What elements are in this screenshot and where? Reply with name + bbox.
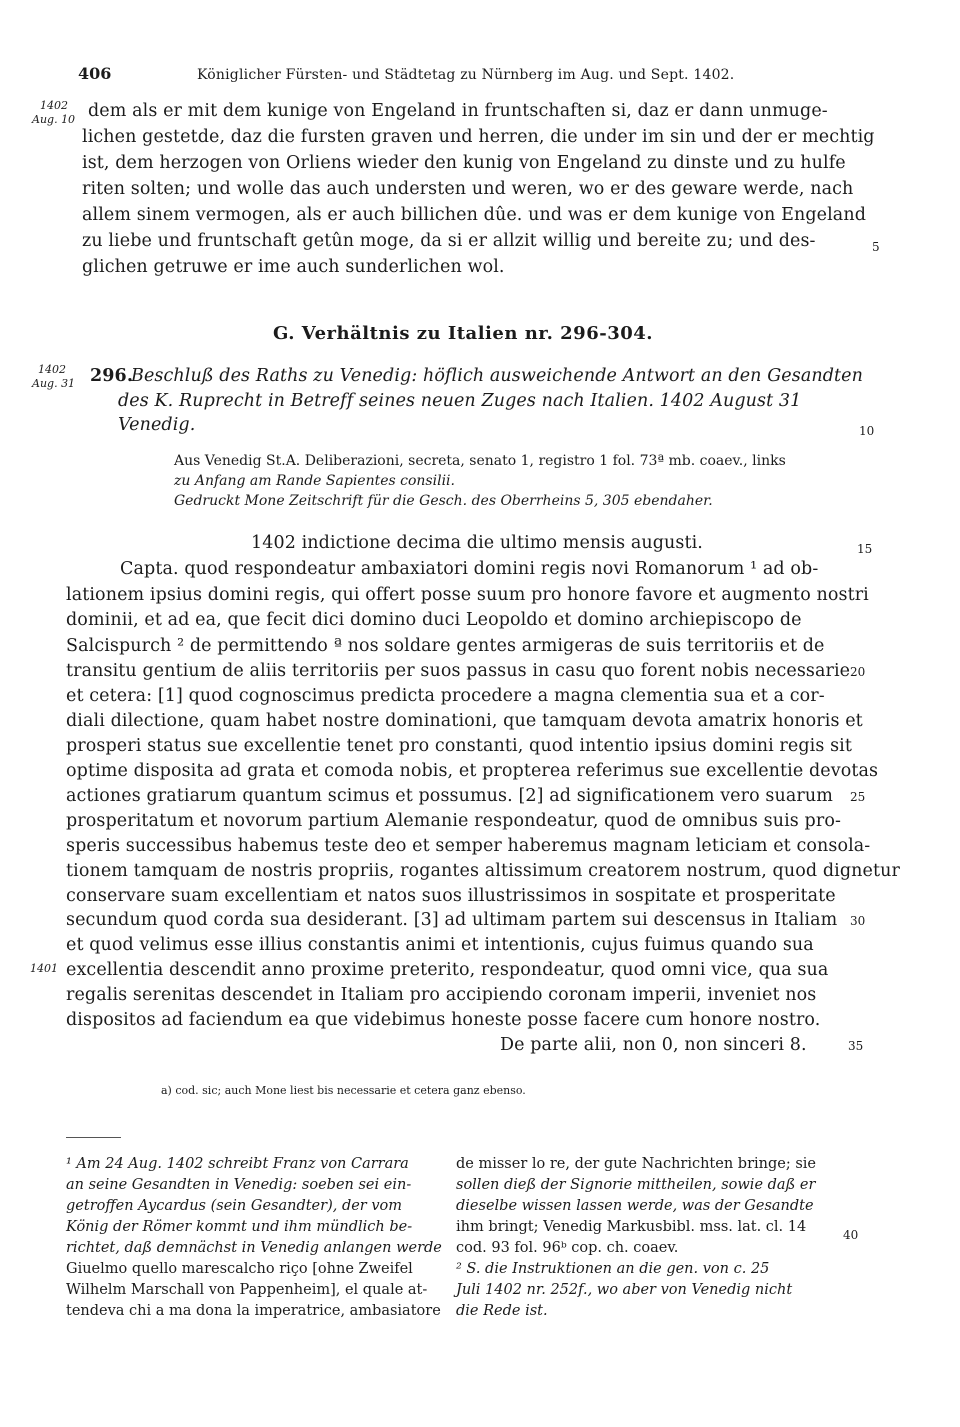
intro-line: glichen getruwe er ime auch sunderlichen wol. bbox=[82, 257, 505, 277]
line-number: 30 bbox=[850, 914, 866, 928]
document-title-line: Venedig. bbox=[118, 415, 196, 435]
body-line: De parte alii, non 0, non sinceri 8. bbox=[500, 1035, 807, 1055]
document-title-line: des K. Ruprecht in Betreff seines neuen Zuges nach Italien. 1402 August 31 bbox=[118, 391, 802, 411]
footnote-line: ¹ Am 24 Aug. 1402 schreibt Franz von Carrara bbox=[66, 1156, 409, 1172]
intro-line: lichen gestetde, daz die fursten graven und herren, die under im sin und der er mechtig bbox=[82, 127, 875, 147]
section-title: G. Verhältnis zu Italien nr. 296-304. bbox=[273, 323, 654, 344]
body-line: regalis serenitas descendet in Italiam pro accipiendo coronam imperii, inveniet nos bbox=[66, 985, 817, 1005]
variant-note: a) cod. sic; auch Mone liest bis necessarie et cetera ganz ebenso. bbox=[161, 1084, 526, 1097]
body-line: speris successibus habemus teste deo et semper haberemus magnam leticiam et consola- bbox=[66, 836, 871, 856]
footnote-separator bbox=[66, 1137, 121, 1138]
body-line: conservare suam excellentiam et natos suos illustrissimos in sospitate et prosperitate bbox=[66, 886, 836, 906]
page-number: 406 bbox=[78, 64, 112, 83]
body-line: dominii, et ad ea, que fecit dici domino duci Leopoldo et domino archiepiscopo de bbox=[66, 610, 802, 630]
body-line: actiones gratiarum quantum scimus et possumus. [2] ad significationem vero suarum bbox=[66, 786, 833, 806]
footnote-line: ihm bringt; Venedig Markusbibl. mss. lat. cl. 14 bbox=[456, 1219, 807, 1235]
intro-line: riten solten; und wolle das auch understen und weren, wo er des geware werde, nach bbox=[82, 179, 854, 199]
footnote-line: an seine Gesandten in Venedig: soeben sei ein- bbox=[66, 1177, 412, 1193]
body-line: diali dilectione, quam habet nostre dominationi, que tamquam devota amatrix honoris et bbox=[66, 711, 863, 731]
running-title: Königlicher Fürsten- und Städtetag zu Nürnberg im Aug. und Sept. 1402. bbox=[197, 67, 735, 83]
line-number: 25 bbox=[850, 790, 866, 804]
body-line: prosperitatum et novorum partium Alemanie respondeatur, quod de omnibus suis pro- bbox=[66, 811, 841, 831]
footnote-line: ² S. die Instruktionen an die gen. von c. 25 bbox=[456, 1261, 770, 1277]
intro-line: dem als er mit dem kunige von Engeland in fruntschaften si, daz er dann unmuge- bbox=[88, 101, 828, 121]
footnote-line: tendeva chi a ma dona la imperatrice, ambasiatore bbox=[66, 1303, 441, 1319]
body-line: excellentia descendit anno proxime preterito, respondeatur, quod omni vice, qua sua bbox=[66, 960, 829, 980]
body-line: tionem tamquam de nostris propriis, rogantes altissimum creatorem nostrum, quod dignetur bbox=[66, 861, 900, 881]
body-line: transitu gentium de aliis territoriis per suos passus in casu quo forent nobis necessarie bbox=[66, 661, 851, 681]
footnote-line: getroffen Aycardus (sein Gesandter), der vom bbox=[66, 1198, 403, 1214]
line-number: 15 bbox=[857, 542, 873, 556]
source-line: Aus Venedig St.A. Deliberazioni, secreta, senato 1, registro 1 fol. 73ª mb. coaev., links bbox=[174, 453, 786, 469]
margin-date-year: 1401 bbox=[30, 962, 58, 975]
footnote-line: Wilhelm Marschall von Pappenheim], el quale at- bbox=[66, 1282, 428, 1298]
intro-line: ist, dem herzogen von Orliens wieder den kunig von Engeland zu dinste und zu hulfe bbox=[82, 153, 846, 173]
body-line: secundum quod corda sua desiderant. [3] ad ultimam partem sui descensus in Italiam bbox=[66, 910, 838, 930]
line-number: 40 bbox=[843, 1228, 859, 1242]
line-number: 35 bbox=[848, 1039, 864, 1053]
body-line: dispositos ad faciendum ea que videbimus honeste posse facere cum honore nostro. bbox=[66, 1010, 821, 1030]
body-line: prosperi status sue excellentie tenet pro constanti, quod intentio ipsius domini regis sit bbox=[66, 736, 852, 756]
intro-line: zu liebe und fruntschaft getûn moge, da si er allzit willig und bereite zu; und des- bbox=[82, 231, 816, 251]
footnote-line: dieselbe wissen lassen werde, was der Gesandte bbox=[456, 1198, 814, 1214]
footnote-line: Giuelmo quello marescalcho riço [ohne Zweifel bbox=[66, 1261, 413, 1277]
source-line: Gedruckt Mone Zeitschrift für die Gesch. des Oberrheins 5, 305 ebendaher. bbox=[174, 493, 713, 509]
body-line: et cetera: [1] quod cognoscimus predicta procedere a magna clementia sua et a cor- bbox=[66, 686, 825, 706]
margin-date-day: Aug. 31 bbox=[32, 377, 76, 390]
margin-date-day: Aug. 10 bbox=[32, 113, 76, 126]
body-line: 1402 indictione decima die ultimo mensis augusti. bbox=[251, 533, 703, 553]
margin-date-year: 1402 bbox=[40, 99, 68, 112]
footnote-line: sollen dieß der Signorie mittheilen, sowie daß er bbox=[456, 1177, 816, 1193]
line-number: 5 bbox=[872, 240, 880, 254]
footnote-line: König der Römer kommt und ihm mündlich be- bbox=[66, 1219, 413, 1235]
source-line: zu Anfang am Rande Sapientes consilii. bbox=[174, 473, 455, 489]
footnote-line: Juli 1402 nr. 252f., wo aber von Venedig nicht bbox=[456, 1282, 793, 1298]
margin-date-year: 1402 bbox=[38, 363, 66, 376]
document-title-line: Beschluß des Raths zu Venedig: höflich ausweichende Antwort an den Gesandten bbox=[131, 366, 863, 386]
footnote-line: richtet, daß demnächst in Venedig anlangen werde bbox=[66, 1240, 442, 1256]
body-line: optime disposita ad grata et comoda nobis, et propterea referimus sue excellentie devotas bbox=[66, 761, 879, 781]
intro-line: allem sinem vermogen, als er auch billichen dûe. und was er dem kunige von Engeland bbox=[82, 205, 866, 225]
footnote-line: de misser lo re, der gute Nachrichten bringe; sie bbox=[456, 1156, 816, 1172]
body-line: et quod velimus esse illius constantis animi et intentionis, cujus fuimus quando sua bbox=[66, 935, 814, 955]
line-number: 20 bbox=[850, 665, 866, 679]
body-line: lationem ipsius domini regis, qui offert posse suum pro honore favore et augmento nostri bbox=[66, 585, 869, 605]
body-line: Capta. quod respondeatur ambaxiatori domini regis novi Romanorum ¹ ad ob- bbox=[120, 559, 819, 579]
document-number: 296. bbox=[90, 366, 134, 386]
footnote-line: die Rede ist. bbox=[456, 1303, 548, 1319]
line-number: 10 bbox=[859, 424, 875, 438]
body-line: Salcispurch ² de permittendo ª nos soldare gentes armigeras de suis territoriis et de bbox=[66, 636, 825, 656]
footnote-line: cod. 93 fol. 96ᵇ cop. ch. coaev. bbox=[456, 1240, 679, 1256]
